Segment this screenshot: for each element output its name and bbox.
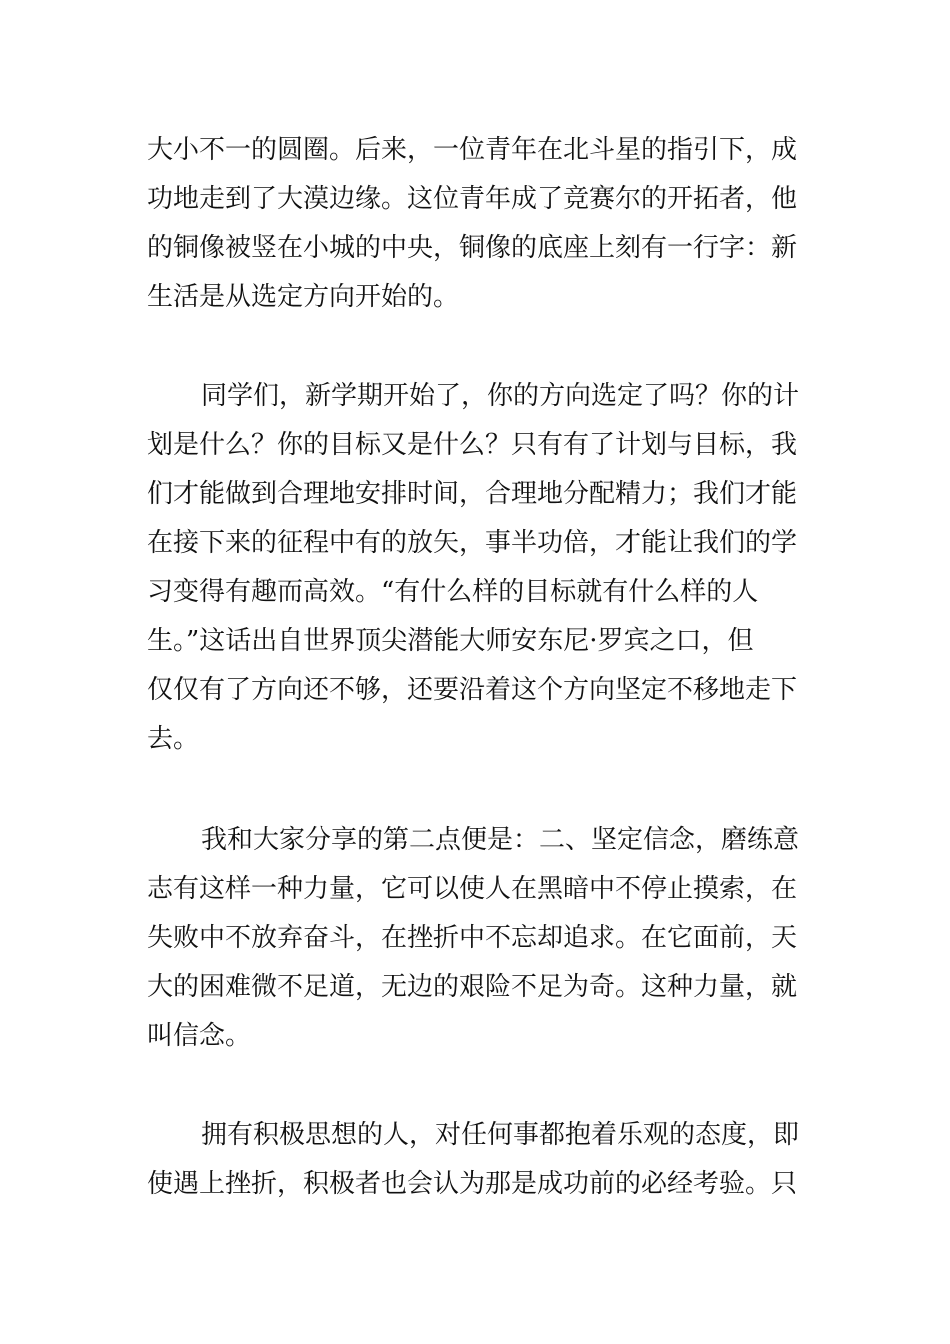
paragraph-3-line-3: 失败中不放弃奋斗，在挫折中不忘却追求。在它面前，天 [147,923,798,953]
paragraph-2-line-6: 生。”这话出自世界顶尖潜能大师安东尼·罗宾之口，但 [147,626,754,656]
paragraph-2-line-8: 去。 [147,724,200,754]
paragraph-1-line-1: 大小不一的圆圈。后来，一位青年在北斗星的指引下，成 [147,135,798,165]
paragraph-4-line-1: 拥有积极思想的人，对任何事都抱着乐观的态度，即 [201,1120,800,1150]
paragraph-1-line-3: 的铜像被竖在小城的中央，铜像的底座上刻有一行字：新 [147,233,798,263]
paragraph-3-line-1: 我和大家分享的第二点便是：二、坚定信念，磨练意 [201,825,800,855]
paragraph-1-line-2: 功地走到了大漠边缘。这位青年成了竞赛尔的开拓者，他 [147,184,798,214]
paragraph-1-line-4: 生活是从选定方向开始的。 [147,282,460,312]
paragraph-2-line-4: 在接下来的征程中有的放矢，事半功倍，才能让我们的学 [147,528,798,558]
paragraph-2-line-2: 划是什么？你的目标又是什么？只有有了计划与目标，我 [147,430,798,460]
paragraph-2-line-5: 习变得有趣而高效。“有什么样的目标就有什么样的人 [147,577,759,607]
paragraph-3-line-2: 志有这样一种力量，它可以使人在黑暗中不停止摸索，在 [147,874,798,904]
paragraph-2-line-7: 仅仅有了方向还不够，还要沿着这个方向坚定不移地走下 [147,675,798,705]
paragraph-2-line-1: 同学们，新学期开始了，你的方向选定了吗？你的计 [201,381,800,411]
paragraph-2-line-3: 们才能做到合理地安排时间，合理地分配精力；我们才能 [147,479,798,509]
paragraph-3-line-4: 大的困难微不足道，无边的艰险不足为奇。这种力量，就 [147,972,798,1002]
paragraph-4-line-2: 使遇上挫折，积极者也会认为那是成功前的必经考验。只 [147,1169,798,1199]
paragraph-3-line-5: 叫信念。 [147,1021,252,1051]
